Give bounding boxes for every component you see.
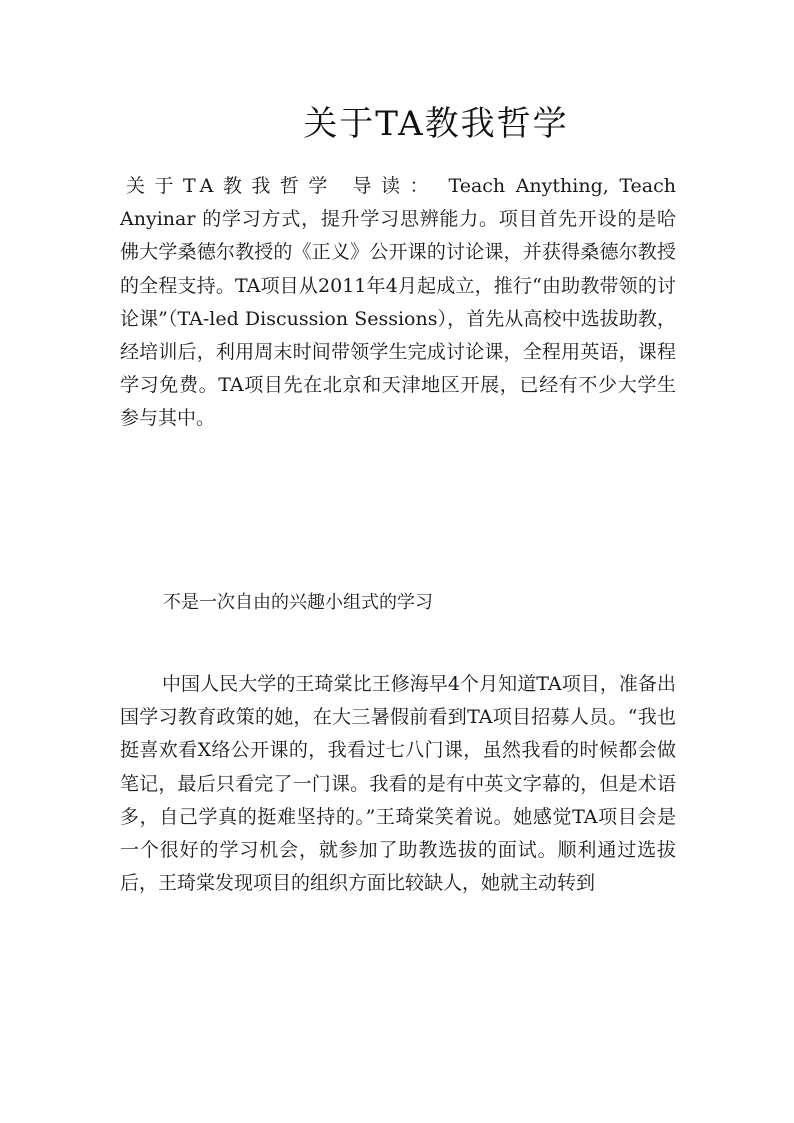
intro-paragraph bbox=[120, 170, 676, 436]
document-title: 关于TA教我哲学 bbox=[303, 104, 569, 144]
body-paragraph: 中国人民大学的王琦棠比王修海早4个月知道TA项目，准备出国学习教育政策的她，在大三暑假前看到TA项目招募人员。“我也挺喜欢看X络公开课的，我看过七八门课，虽然我看的时候都会做笔记，最后只看完了一门课。我看的是有中英文字幕的，但是术语多，自己学真的挺难坚持的。”王琦棠笑着说。她感觉TA项目会是一个很好的学习机会，就参加了助教选拔的面试。顺利通过选拔后，王琦棠发现项目的组织方面比较缺人，她就主动转到 bbox=[120, 673, 676, 895]
intro-lead: 关于TA教我哲学 导读： bbox=[126, 175, 438, 197]
intro-text: Teach Anything, Teach Anyinar 的学习方式，提升学习思辨能力。项目首先开设的是哈佛大学桑德尔教授的《正义》公开课的讨论课，并获得桑德尔教授的全程支持。TA项目从2011年4月起成立，推行“由助教带领的讨论课”（TA-led Discussion Sessions），首先从高校中选拔助教，经培训后，利用周末时间带领学生完成讨论课，全程用英语，课程学习免费。TA项目先在北京和天津地区开展，已经有不少大学生参与其中。 bbox=[120, 175, 676, 430]
section-subheading: 不是一次自由的兴趣小组式的学习 bbox=[163, 592, 433, 613]
